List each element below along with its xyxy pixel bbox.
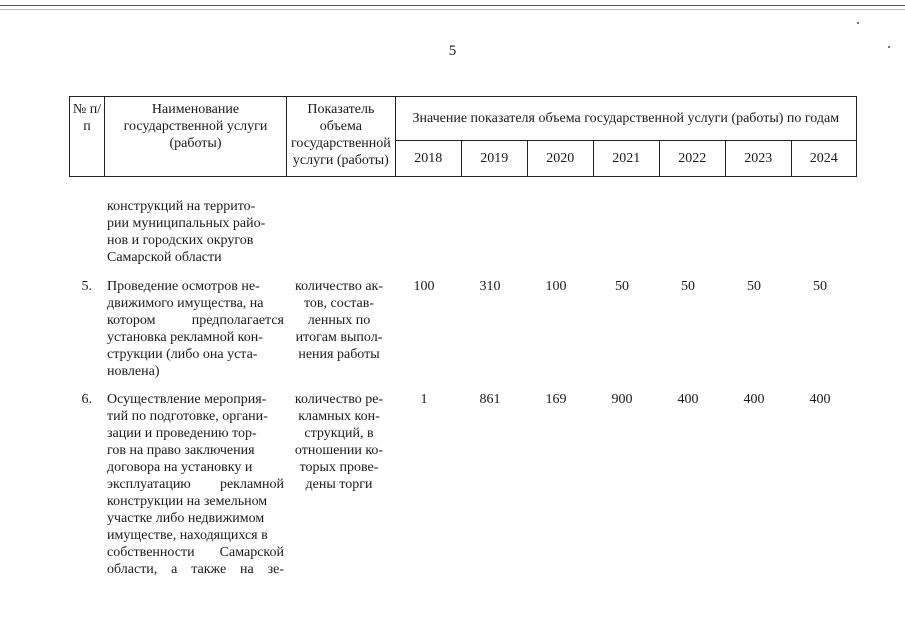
row5-value-2024: 50 <box>813 279 827 294</box>
row5-value-2019: 310 <box>479 279 501 294</box>
text-line: котором предполагается <box>107 313 284 328</box>
year-2024: 2024 <box>791 141 856 177</box>
table-header <box>69 96 857 177</box>
text-line: количество ре- <box>294 392 384 407</box>
row6-value-2018: 1 <box>420 392 428 407</box>
text-line: отношении ко- <box>294 443 384 458</box>
year-2018: 2018 <box>395 141 461 177</box>
row5-value-2022: 50 <box>681 279 695 294</box>
text-line: тий по подготовке, органи- <box>107 409 268 424</box>
text-line: Осуществление мероприя- <box>107 392 267 407</box>
text-line: нов и городских округов <box>107 233 254 248</box>
scan-edge-line <box>0 5 905 6</box>
year-2021: 2021 <box>593 141 659 177</box>
page-number: 5 <box>448 43 457 59</box>
year-2023: 2023 <box>725 141 791 177</box>
row6-value-2021: 900 <box>611 392 633 407</box>
text-line: Самарской области <box>107 250 222 265</box>
continuation-name <box>107 198 284 266</box>
text-line: струкций, в <box>304 426 374 441</box>
row5-value-2018: 100 <box>413 279 435 294</box>
text-line: области, а также на зе- <box>107 562 284 577</box>
text-line: ленных по <box>307 313 371 328</box>
row6-indicator <box>289 391 389 493</box>
text-line: новлена) <box>107 364 160 379</box>
text-line: дены торги <box>305 477 373 492</box>
text-line: гов на право заключения <box>107 443 255 458</box>
row5-value-2020: 100 <box>545 279 567 294</box>
row5-value-2023: 50 <box>747 279 761 294</box>
text-line: торых прове- <box>299 460 379 475</box>
year-2022: 2022 <box>659 141 725 177</box>
text-line: эксплуатацию рекламной <box>107 477 284 492</box>
text-line: конструкций на террито- <box>107 199 256 214</box>
year-2020: 2020 <box>527 141 593 177</box>
row6-value-2024: 400 <box>809 392 831 407</box>
text-line: итогам выпол- <box>295 330 383 345</box>
row6-name <box>107 391 284 578</box>
scan-speck <box>857 22 859 24</box>
scan-edge-line-faint <box>0 9 905 10</box>
text-line: установка рекламной кон- <box>107 330 263 345</box>
header-name: Наименование государственной услуги (работы) <box>105 97 287 177</box>
text-line: движимого имущества, на <box>107 296 264 311</box>
row5-name <box>107 278 284 380</box>
row6-value-2022: 400 <box>677 392 699 407</box>
text-line: участке либо недвижимом <box>107 511 265 526</box>
row6-value-2023: 400 <box>743 392 765 407</box>
row6-value-2019: 861 <box>479 392 501 407</box>
text-line: кламных кон- <box>298 409 380 424</box>
text-line: рии муниципальных райо- <box>107 216 266 231</box>
text-line: струкции (либо она уста- <box>107 347 258 362</box>
text-line: конструкции на земельном <box>107 494 268 509</box>
row6-number: 6. <box>81 392 92 407</box>
header-values-group: Значение показателя объема государственной услуги (работы) по годам <box>395 97 856 141</box>
text-line: договора на установку и <box>107 460 253 475</box>
row6-value-2020: 169 <box>545 392 567 407</box>
row5-indicator <box>289 278 389 363</box>
text-line: собственности Самарской <box>107 545 284 560</box>
text-line: Проведение осмотров не- <box>107 279 260 294</box>
text-line: нения работы <box>298 347 380 362</box>
text-line: тов, состав- <box>303 296 375 311</box>
row5-value-2021: 50 <box>615 279 629 294</box>
year-2019: 2019 <box>461 141 527 177</box>
row5-number: 5. <box>81 279 92 294</box>
header-num: № п/п <box>70 97 105 177</box>
text-line: имуществе, находящихся в <box>107 528 268 543</box>
text-line: зации и проведению тор- <box>107 426 257 441</box>
text-line: количество ак- <box>294 279 383 294</box>
header-indicator: Показатель объема государственной услуги (работы) <box>287 97 396 177</box>
